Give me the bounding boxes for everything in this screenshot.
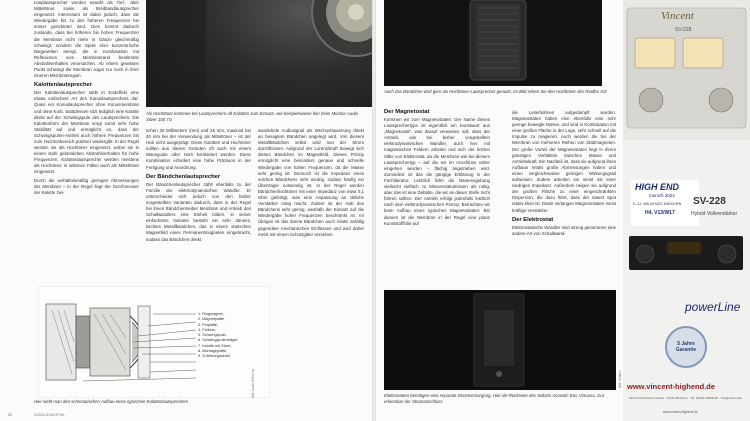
legend-item: 4. Polkern,: [198, 327, 217, 332]
section-heading-elektrostat: Der Elektrostat: [512, 216, 554, 223]
kalotte-paragraph: Der Kalottenlautsprecher stellt in Endeffekt eine etwas einfachere Art des Konuslautsprechers dar: Quasi ein Konuslautsprecher ohne Konusmembran und ohne Korb. Stattdessen sitzt lediglich eine Kalotte direkt auf der Schwingspule des Lautsprechers. Die Kalottenform der Membran sorgt somit sehr hohe Stabilität auf und ermöglicht es, dass der Schwingspulen-Antrieb auch höhere Frequenzen bis zum Hochtonbereich präziser wiedergibt. In der Regel werden sie als Hochtöner eingesetzt, wobei sie in einem stark gebündelten Abstrahlverhalten für hohe Frequenzen. Kalottenlautsprecher werden meistens als Hochtöner, in seltenen Fällen auch als Mitteltöner eingesetzt.: [34, 90, 139, 175]
legend-item: 7. Kalotte mit Sicke,: [198, 343, 232, 348]
photo-caption: Als Hochtöner kommen bei Lautsprechern oft Kalotten zum Einsatz, wie beispielsweise hier beim Monitor Audio Silver 100 7G: [146, 111, 358, 122]
left-column-1: [34, 0, 139, 286]
elektrostat-paragraph: Elektrostatische Wandler sind streng genommen eine andere Art von Schallwand-: [512, 224, 616, 236]
ad-distributor-web: www.vincent-highend.de: [663, 410, 698, 414]
highend-badge: [631, 180, 699, 226]
legend-item: 9. Zuführungsdraht: [198, 354, 231, 359]
highend-booth: H4, V13/W17: [645, 210, 675, 216]
legend-item: 6. Schwingspulenträger,: [198, 338, 239, 343]
electrostat-photo: [384, 290, 616, 390]
section-heading-baendchen: Der Bändchenlautsprecher: [146, 173, 221, 180]
garantie-badge: [665, 326, 707, 368]
section-heading-kalotte: Kalottenlautsprecher: [34, 82, 92, 89]
intro-paragraph: nusplautsprecher werden sowohl als Tief-, aber Mitteltöner, sowie als Breitbandlautsprecher eingesetzt. Interessant ist dabei jedoch, dass die Wiedergabe bis zu den höheren Frequenzen hin immer gerichteter wird. Dies kommt dadurch zustande, dass bei höheren bis hohen Frequenzen die Membran nicht mehr in Gänze gleichmäßig schwingt, sondern die Spule eher konzentrische Biegewellen anregt, die in Kombination mit Reflexionen vom Membranrand bestimmte Abstrahlverhalten verursachen. Ab einem gewissen Punkt schwingt die Membran sogar nur noch in ihrer inneren Membranregion.: [34, 0, 139, 79]
tweeter-illustration: [146, 0, 372, 107]
kalotte-paragraph-2: Durch die verhältnismäßig geringen Abmessungen der Membran – in der Regel liegt der Durchmesser der Kalotte zwi-: [34, 177, 139, 195]
ad-device-label: SV-228: [675, 27, 692, 33]
ad-tech-name: powerLine: [685, 300, 741, 314]
col2-paragraph: schen 20 Millimetern (mm) und 25 mm, maximal bei 40 mm bei der Verwendung als Mitteltöner – ist der Hub nicht ausgeprägt. Diese Kalotten und Hochtöner sollten aus diesen Gründen oft auch mit einem Waveguide oder Horn kombiniert werden. Diese Kombination erfordert eine hohe Präzision in der Fertigung und Anordnung.: [146, 128, 251, 170]
electrostat-caption: Elektrostaten benötigen eine separate Stromversorgung. Hier die Rückseite des Sollaris Acoustic ESL Virtuosa. Gut erkennbar der Stromanschluss: [384, 393, 604, 404]
photo-credit: Bild: Audio-Referenz: [251, 368, 255, 398]
photo-credit-right: Bild: Sollaris: [618, 370, 622, 388]
legend-item: 2. Magnetplatte,: [198, 317, 226, 322]
garantie-badge-text: 5 Jahre Garantie: [675, 341, 697, 353]
left-column-3: [258, 128, 364, 421]
baendchen-paragraph: Der Bändchenlautsprecher zählt ebenfalls zu der Familie der elektrodynamischen Wandler. Er unterscheidet sich jedoch von den bisher vorgestellten Varianten dadurch, dass in der Regel bei ihnen Bändchentreiber Membran und Antrieb des Schallwandlers eine Einheit bilden. In seiner einfachsten Variante besteht ein sehr dünnes, leichtes Metallbändchen, das in einem statischen Magnetfeld eines Permanentmagneten eingebracht, sodass das Bändchen direkt: [146, 181, 251, 242]
ad-distributor: Sintron Distribution GmbH · 76473 Iffezheim · Tel. 07229-18298-50 · info@sintron.de: [629, 396, 742, 400]
ribbon-illustration: [384, 0, 602, 86]
amplifier-product-photo: [627, 232, 745, 274]
highend-dates: 9.–12. MAI IM MOC MÜNCHEN: [633, 202, 682, 206]
legend-item: 1. Ringmagnet,: [198, 312, 224, 316]
legend-item: 5. Schwingspule,: [198, 333, 227, 338]
highend-sub: munich 2024: [649, 193, 675, 198]
section-heading-magnetostat: Der Magnetostat: [384, 109, 430, 115]
col5-paragraph: die Leiterbahnen aufgedampft wurden. Magnetostaten haben eine ebenfalls eine sehr geringe bewegte Masse, und sind in Kombination mit einer großen Fläche in der Lage, sehr schnell auf die Impulse zu reagieren. Auch werden die bei der Membran von mehreren Reihen von Stabmagneten. Der große Vorteil der Magnetostaten liegt in ihrem günstigen Verhältnis zwischen Masse und Antriebskraft. Ein Nachteil ist, dass sie aufgrund ihres Aufbaus relativ große Abmessungen haben und einen vergleichsweise geringen Wirkungsgrad aufweisen. Zudem arbeiten sie meist mit einer niedrigen Impedanz. Außerdem neigen sie aufgrund der großen Fläche zu einer eingeschränkten Dispersion, die dazu führt, dass der Sweet Spot relativ klein ist. Damit verlangen Magnetostaten meist kräftige Verstärker.: [512, 110, 616, 213]
ribbon-caption: Auch das Bändchen wird gern als Hochtöner-Lautsprecher genutzt. Im Bild sehen Sie den Hochtöner des Raidho X2t: [384, 89, 607, 94]
magnetostat-paragraph: Kommen wir zum Magnetostaten: Der Name dieses Lautsprechertyps ist eigentlich ein Kunstwort aus „Magnetostat“, was darauf verweisen soll, dass der Antrieb, wie bei bisher vorgestellten elektrodynamischen Wandler, auch hier mit magnetischen Feldern arbeitet und sich der letzten Silbe von Elektrostat, da die Membran wie bei diesem Lautsprechertyp – auf die wir im Anschluss näher eingehen werden – flächig angetrieben wird. Zumindest ist das die gängige Erklärung in der Fachliteratur. Letztlich führt die Namensgebung vielleicht vielfach zu Missverständnissen als nötig, aber das ist eine Debatte, die wir an dieser Stelle nicht führen sollten. Der Antrieb erfolgt jedenfalls letztlich nach dem elektrodynamischen Prinzip. Betrachten wir beim Aufbau eines typischen Magnetostaten: Bei diesem ist die Membran in der Regel eine plane Kunststofffolie auf: [384, 117, 490, 226]
legend-item: 3. Polplatte,: [198, 322, 219, 327]
ad-brand-logo: Vincent: [661, 10, 694, 22]
ribbon-tweeter-photo: [384, 0, 602, 86]
ad-website: www.vincent-highend.de: [627, 382, 716, 391]
col3-paragraph: wandelnde Audiosignal als Wechselspannung direkt an besagtem Bändchen angelegt wird. Von diesem Metallbändchen selbst wird nun der Strom durchflossen. Aufgrund der Lorentzkraft bewegt sich dieses Bändchen im Magnetfeld. Dieses Prinzip ermöglicht eine besonders genaue und schnelle Wiedergabe von hohen Frequenzen, da die Masse sehr gering ist. Dennoch ist die Impedanz eines solchen Bändchens sehr niedrig, sodass häufig ein Übertrager notwendig ist. In der Regel werden Bändchenhochtöner mit einer Impedanz von etwa 0,1 Ohm gefertigt, was eine Anpassung an übliche Verstärker nötig macht. Zudem ist der Hub des Bändchens sehr gering, weshalb der Einsatz auf die Wiedergabe hoher Frequenzen beschränkt ist. Im Übrigen ist das dünne Bändchen auch relativ anfällig gegenüber mechanischen Einflüssen und wird daher meist mit einem Schutzgitter versehen.: [258, 128, 364, 237]
right-column-1: [384, 106, 490, 302]
legend-item: 8. Montageplatte,: [198, 349, 228, 354]
highend-title: HIGH END: [635, 182, 680, 192]
diagram-legend: [198, 312, 239, 360]
left-page: [0, 0, 372, 421]
page-number-left: 50: [8, 413, 12, 417]
footer-left: 2/2024 AUDIOPHIL: [34, 413, 66, 417]
left-column-2: [146, 128, 251, 288]
electrostat-illustration: [384, 290, 616, 390]
right-column-2: [512, 110, 616, 306]
diagram-caption: Hier sieht man den schematischen Aufbau eines typischen Kalottenlautsprechers: [34, 399, 189, 404]
ad-product-name: SV-228: [693, 196, 726, 207]
ad-product-desc: Hybrid Vollverstärker: [691, 211, 738, 217]
vincent-advertisement: [623, 0, 750, 421]
tweeter-photo: [146, 0, 372, 107]
